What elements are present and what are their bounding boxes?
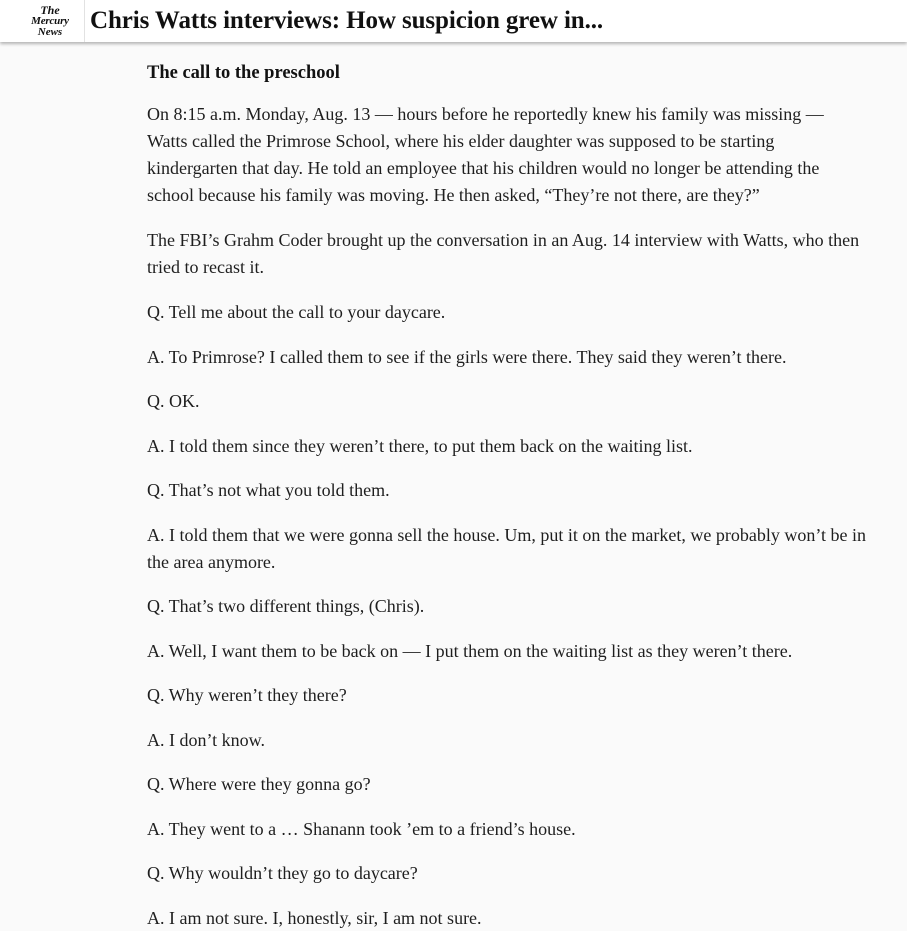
transcript-question: Q. That’s two different things, (Chris).	[147, 596, 425, 616]
transcript-answer: A. I don’t know.	[147, 729, 265, 750]
article-title: Chris Watts interviews: How suspicion grew in...	[90, 7, 604, 34]
transcript-question: Q. That’s not what you told them.	[147, 480, 390, 500]
transcript-answer: A. I told them that we were gonna sell the house. Um, put it on the market, we probably won’t be in the area anymore.	[147, 524, 867, 572]
transcript-answer: A. They went to a … Shanann took ’em to a friend’s house.	[147, 818, 576, 839]
transcript-question: Q. Tell me about the call to your daycare.	[147, 302, 446, 322]
section-heading: The call to the preschool	[147, 63, 340, 83]
article-body	[147, 60, 867, 931]
mercury-news-logo[interactable]	[0, 0, 85, 42]
logo-line-the: The	[40, 2, 60, 17]
transcript-answer: A. I told them since they weren’t there, to put them back on the waiting list.	[147, 435, 693, 456]
transcript-answer: A. I am not sure. I, honestly, sir, I am not sure.	[147, 907, 482, 928]
transcript-question: Q. Why wouldn’t they go to daycare?	[147, 863, 418, 883]
transcript-question: Q. Why weren’t they there?	[147, 685, 347, 705]
top-bar	[0, 0, 907, 42]
logo-line-mercury: Mercury	[31, 14, 69, 27]
logo-line-news: News	[37, 25, 63, 38]
transcript-answer: A. To Primrose? I called them to see if the girls were there. They said they weren’t there.	[147, 346, 787, 367]
transcript-question: Q. Where were they gonna go?	[147, 774, 371, 794]
intro-paragraph: On 8:15 a.m. Monday, Aug. 13 — hours before he reportedly knew his family was missing — Watts called the Primrose School, where his elder daughter was supposed to be starting kindergarten that day. He told an employee that his children would no longer be attending the school because his family was moving. He then asked, “They’re not there, are they?”	[147, 104, 824, 205]
transcript-question: Q. OK.	[147, 391, 200, 411]
transcript-answer: A. Well, I want them to be back on — I put them on the waiting list as they weren’t there.	[147, 640, 793, 661]
intro-paragraph: The FBI’s Grahm Coder brought up the conversation in an Aug. 14 interview with Watts, who then tried to recast it.	[147, 230, 860, 277]
